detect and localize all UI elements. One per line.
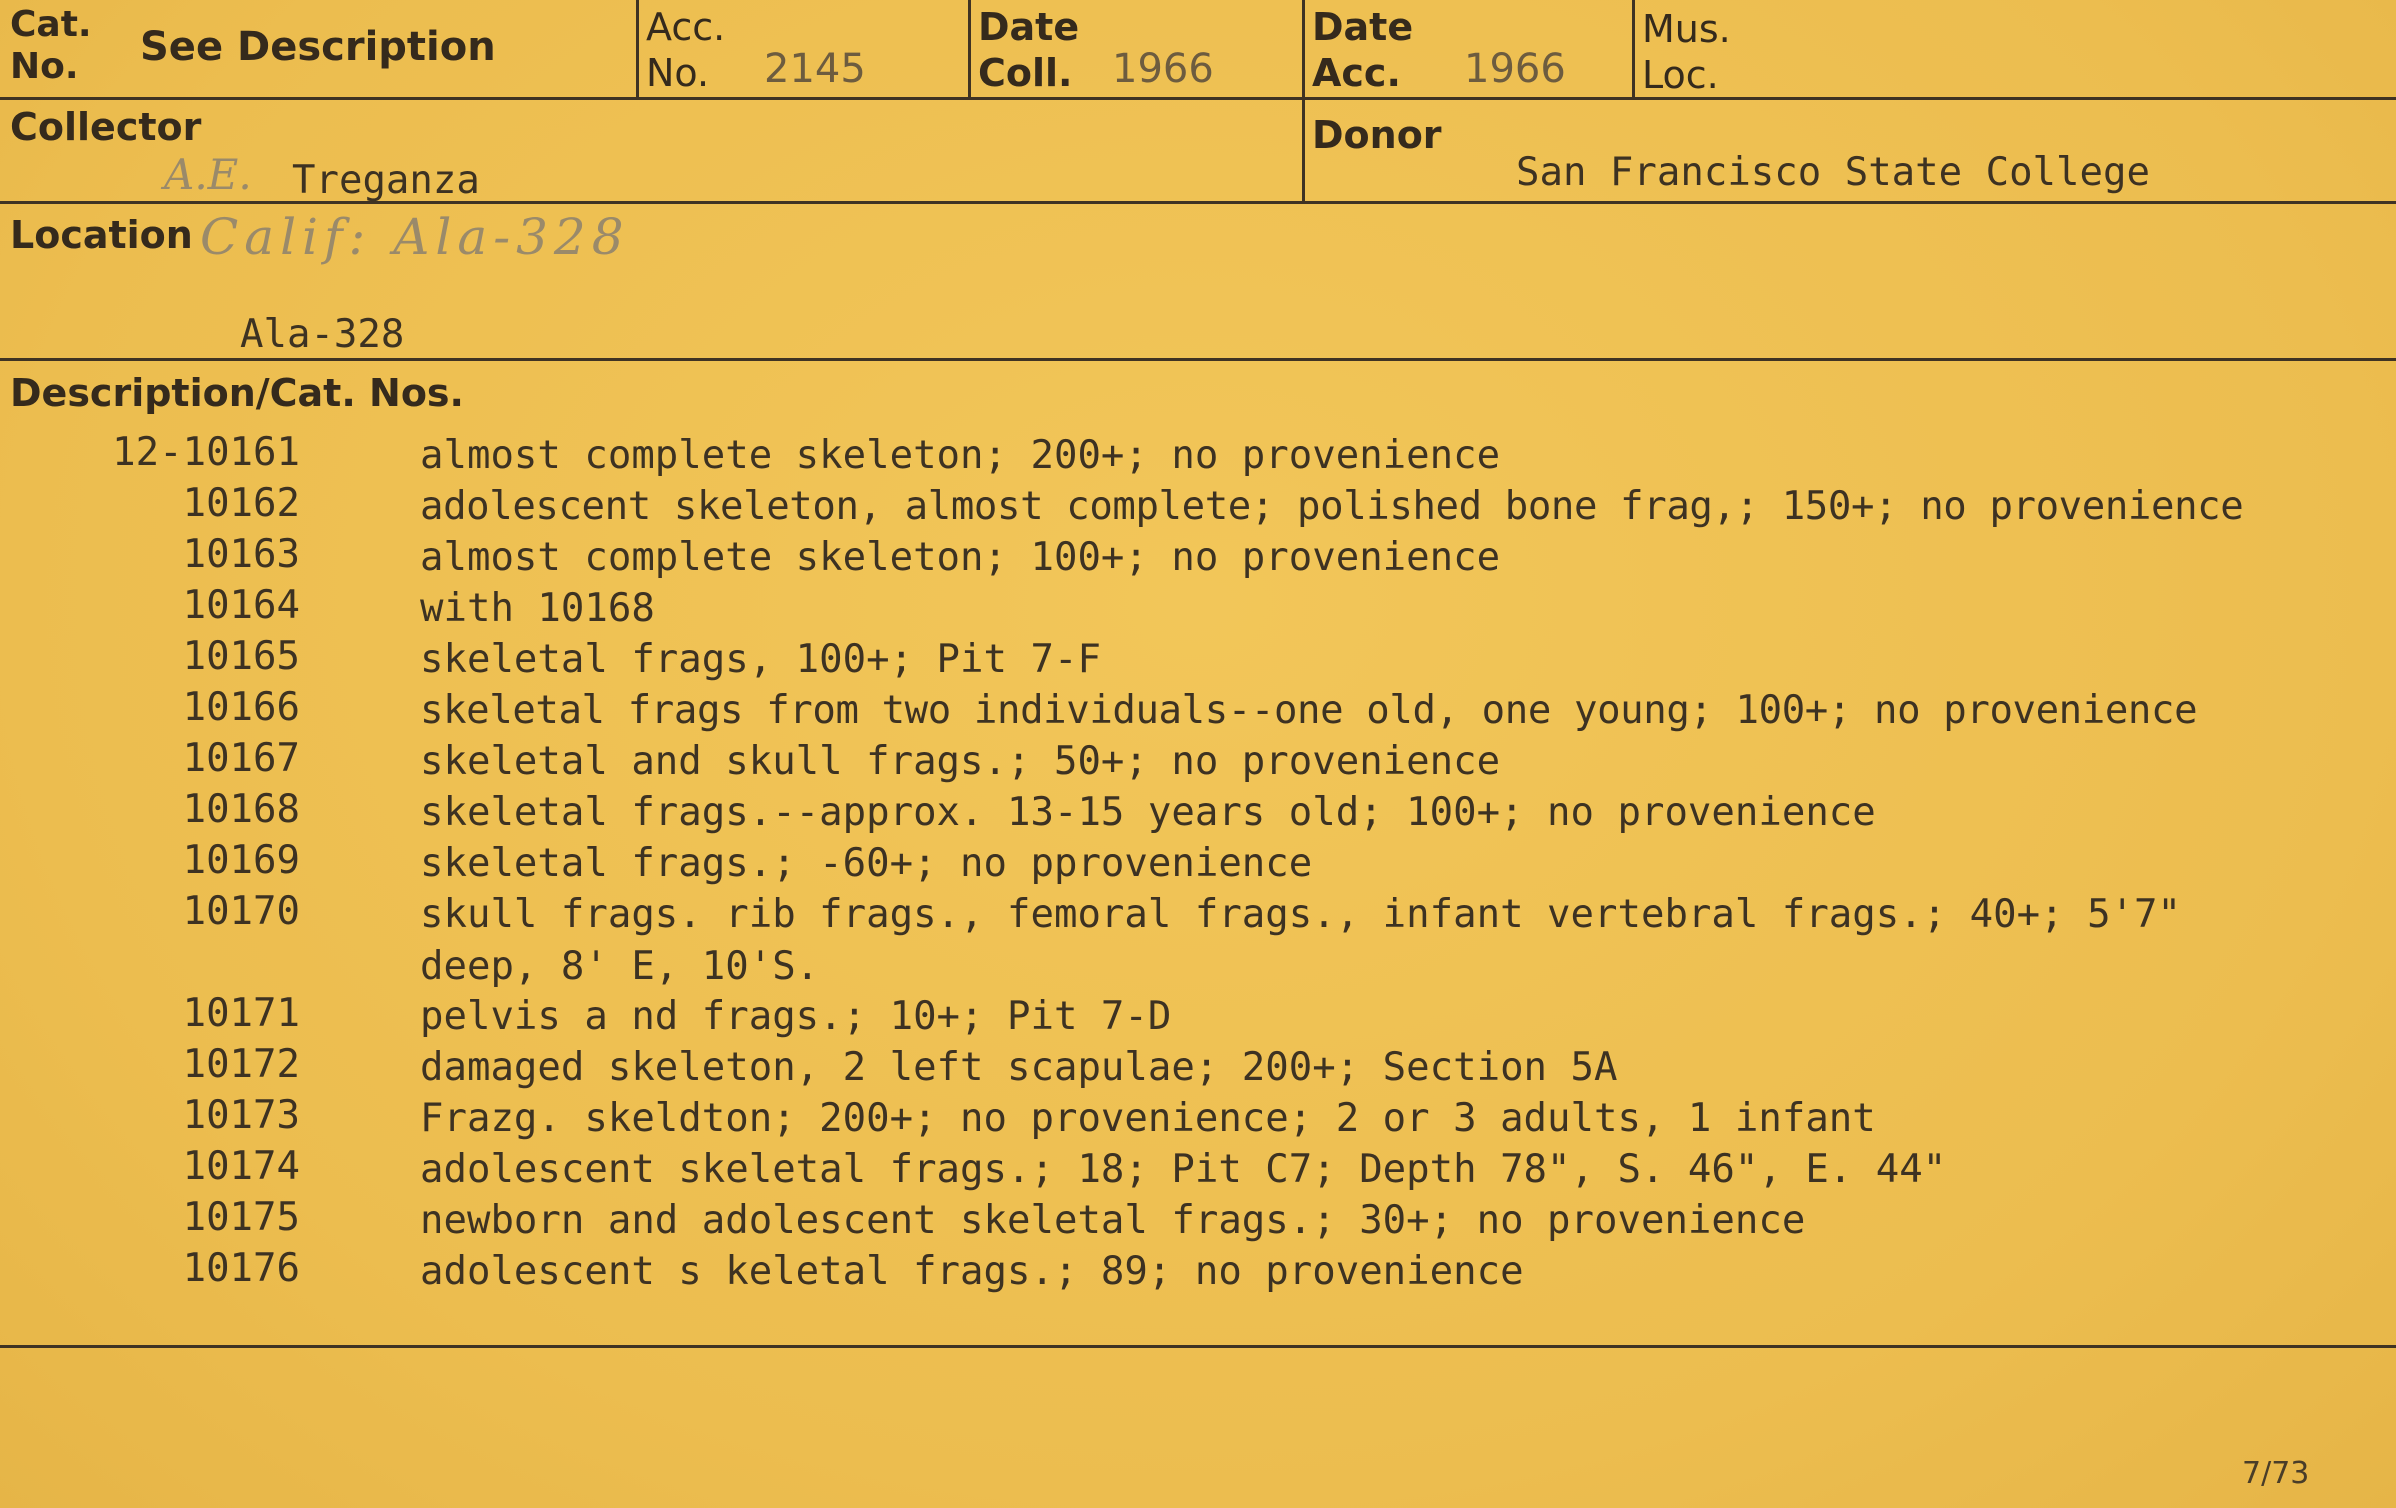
collector-label: Collector xyxy=(10,105,202,149)
location-bottom-rule xyxy=(0,358,2396,361)
header-divider-4 xyxy=(1632,0,1635,99)
catalog-number: 10176 xyxy=(182,1246,300,1291)
catalog-number: 10165 xyxy=(182,634,300,679)
entry-description: Frazg. skeldton; 200+; no provenience; 2 or 3 adults, 1 infant xyxy=(420,1096,1876,1141)
date-acc-value: 1966 xyxy=(1464,46,1566,92)
catalog-number: 10162 xyxy=(182,481,300,526)
catalog-number: 10164 xyxy=(182,583,300,628)
catalog-number: 10167 xyxy=(182,736,300,781)
catalog-number: 10172 xyxy=(182,1042,300,1087)
date-coll-value: 1966 xyxy=(1112,46,1214,92)
catalog-number: 12-10161 xyxy=(112,430,300,475)
entry-description: skeletal frags.; -60+; no pprovenience xyxy=(420,841,1313,886)
catalog-number: 10168 xyxy=(182,787,300,832)
entry-description: newborn and adolescent skeletal frags.; 30+; no provenience xyxy=(420,1198,1806,1243)
catalog-number: 10174 xyxy=(182,1144,300,1189)
date-mark: 7/73 xyxy=(2242,1456,2310,1491)
header-divider-3 xyxy=(1302,0,1305,203)
catalog-number: 10169 xyxy=(182,838,300,883)
catalog-number: 10166 xyxy=(182,685,300,730)
catalog-number: 10170 xyxy=(182,889,300,934)
description-label: Description/Cat. Nos. xyxy=(10,371,464,415)
catalog-number: 10175 xyxy=(182,1195,300,1240)
date-coll-label: Date Coll. xyxy=(978,5,1080,95)
acc-no-label-text: Acc. No. xyxy=(646,5,726,95)
entry-description: skeletal frags.--approx. 13-15 years old; 100+; no provenience xyxy=(420,790,1876,835)
entry-description: adolescent skeletal frags.; 18; Pit C7; Depth 78", S. 46", E. 44" xyxy=(420,1147,1947,1192)
entry-description: almost complete skeleton; 100+; no provenience xyxy=(420,535,1501,580)
cat-no-value: See Description xyxy=(140,24,496,70)
location-handwritten: Calif: Ala-328 xyxy=(200,208,630,266)
description-bottom-rule xyxy=(0,1345,2396,1348)
entry-description: skeletal frags, 100+; Pit 7-F xyxy=(420,637,1101,682)
acc-no-value: 2145 xyxy=(764,46,866,92)
donor-value: San Francisco State College xyxy=(1516,150,2150,195)
entry-description: skeletal and skull frags.; 50+; no provenience xyxy=(420,739,1501,784)
entry-description: damaged skeleton, 2 left scapulae; 200+; Section 5A xyxy=(420,1045,1618,1090)
entry-description: almost complete skeleton; 200+; no provenience xyxy=(420,433,1501,478)
entry-description: skull frags. rib frags., femoral frags., infant vertebral frags.; 40+; 5'7" deep, 8' E, 10'S. xyxy=(420,892,2181,989)
header-divider-1 xyxy=(636,0,639,99)
mus-loc-label: Mus. Loc. xyxy=(1642,7,1731,97)
location-label: Location xyxy=(10,213,193,257)
catalog-number: 10163 xyxy=(182,532,300,577)
collector-initials-handwritten: A.E. xyxy=(164,150,252,199)
entry-description: adolescent s keletal frags.; 89; no provenience xyxy=(420,1249,1524,1294)
entry-description: skeletal frags from two individuals--one old, one young; 100+; no provenience xyxy=(420,688,2198,733)
entry-description: pelvis a nd frags.; 10+; Pit 7-D xyxy=(420,994,1172,1039)
acc-no-label xyxy=(646,4,736,96)
catalog-number: 10173 xyxy=(182,1093,300,1138)
entry-description: with 10168 xyxy=(420,586,655,631)
header-divider-2 xyxy=(968,0,971,99)
catalog-number: 10171 xyxy=(182,991,300,1036)
donor-label: Donor xyxy=(1312,113,1442,157)
location-value: Ala-328 xyxy=(240,312,405,357)
header-bottom-rule xyxy=(0,97,2396,100)
date-acc-label: Date Acc. xyxy=(1312,5,1414,95)
cat-no-label: Cat. No. xyxy=(10,4,92,87)
entry-description: adolescent skeleton, almost complete; polished bone frag,; 150+; no provenience xyxy=(420,484,2244,529)
collector-value: Treganza xyxy=(292,158,480,203)
